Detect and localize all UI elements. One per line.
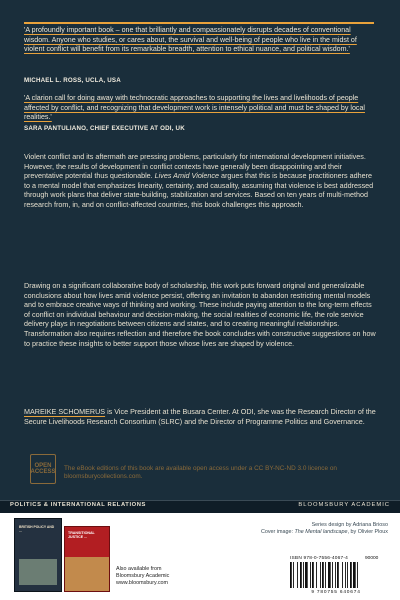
description-paragraph-2: Drawing on a significant collaborative body of scholarship, this work puts forward original and generalizable conclusions about how lives amid violence persist, offering an invitation to abandon restricting mental models and to embrace creative ways of thinking and working. These include paying attention to the long-term effects of conflict on individual behaviour and decision-making, the social realities of economic life, the role service delivery plays in negotiations between citizens and states, and to creating meaningful relationships. Transformation also requires reflection and therefore the book concludes with constructive suggestions on how to practice these insights to better support those whose lives are shaped by violence. [24,281,376,348]
open-access-note: The eBook editions of this book are available open access under a CC BY-NC-ND 3.0 licence on bloomsburycollections.com. [64,465,337,481]
quote-top-rule [24,22,374,24]
barcode-bar [342,562,343,588]
barcode-bar [345,562,346,588]
cover-image-suffix: , by Olivier Ploux [347,529,388,535]
barcode-bar [310,562,311,588]
description-text: argues that this is because practitioners adhere to a mental model that emphasizes linearity, certainty, and causality, assuming that violence is best addressed through work plans that deliver state-building, stabilization and services. Based on ten years of multi-method research from, in, and on conflict-affected countries, this book challenges this approach. [24,171,374,209]
also-available-line: Also available from [116,566,162,572]
review-quote-2 [24,94,374,123]
related-book-1-image [19,559,57,585]
related-book-2-image [65,557,109,591]
also-available [116,566,169,587]
barcode-bar [312,562,314,588]
related-book-cover-2 [64,526,110,592]
barcode-bar [300,562,302,588]
book-title-inline: Lives Amid Violence [154,171,219,181]
description-text: Violent conflict and its aftermath are pressing problems, particularly for international development initiatives. However, the results of development in conflict contexts have generally been disappointing and their preventative potential thus questionable. [24,152,366,181]
related-book-1-title: BRITISH POLICY AND ... [19,525,55,534]
price-code: 90000 [365,556,379,561]
author-name: MAREIKE SCHOMERUS [24,407,106,416]
review-quote-1-attribution: MICHAEL L. ROSS, UCLA, USA [24,77,121,84]
barcode-bar [357,562,358,588]
barcode [290,562,382,588]
publisher-name: BLOOMSBURY ACADEMIC [298,502,390,508]
barcode-bar [335,562,336,588]
review-quote-1 [24,26,374,55]
open-access-logo-line: OPEN [34,463,52,469]
barcode-bar [325,562,326,588]
barcode-bar [303,562,304,588]
subject-category: POLITICS & INTERNATIONAL RELATIONS [10,502,147,508]
author-bio [24,407,376,426]
review-quote-1-text: 'A profoundly important book – one that brilliantly and compassionately disrupts decades of conventional wisdom. Anyone who studies, or cares about, the survival and well-being of people who live in the midst of violent conflict will benefit from its remarkable breadth, attention to ethical nuance, and political wisdom.' [24,26,357,54]
series-design-credit: Series design by Adriana Brioso [311,522,388,528]
barcode-bar [316,562,317,588]
review-quote-2-text: 'A clarion call for doing away with technocratic approaches to supporting the lives and livelihoods of people affected by conflict, and recognizing that development work is intensely political and must be shaped by local realities.' [24,94,365,122]
cover-image-title: The Mental landscape [294,529,348,535]
barcode-bar [297,562,298,588]
cover-image-prefix: Cover image: [260,529,295,535]
author-bio-text: is Vice President at the Busara Center. At ODI, she was the Research Director of the Secure Livelihoods Research Consortium (SLRC) and the Director of Programme Politics and Governance. [24,407,376,426]
isbn: ISBN 978-0-7556-4067-4 [290,556,348,561]
cover-image-credit [208,529,388,536]
barcode-bar [350,562,352,588]
barcode-bar [322,562,324,588]
barcode-bar [290,562,292,588]
related-book-2-title: TRANSITIONAL JUSTICE ... [68,531,95,540]
open-access-logo [30,454,56,484]
description-paragraph-1 [24,152,376,210]
barcode-bar [328,562,331,588]
barcode-bar [347,562,348,588]
barcode-bar [332,562,333,588]
barcode-bar [320,562,321,588]
cover-credits [208,522,388,536]
publisher-website: www.bloomsbury.com [116,580,169,586]
barcode-bar [293,562,294,588]
barcode-bar [337,562,339,588]
review-quote-2-attribution: SARA PANTULIANO, CHIEF EXECUTIVE AT ODI, UK [24,125,185,132]
barcode-bar [305,562,308,588]
related-book-cover-1 [14,518,62,592]
open-access-logo-line: ACCESS [30,469,56,475]
also-available-line: Bloomsbury Academic [116,573,170,579]
barcode-bar [353,562,356,588]
barcode-digits: 9 780755 640674 [311,590,361,595]
